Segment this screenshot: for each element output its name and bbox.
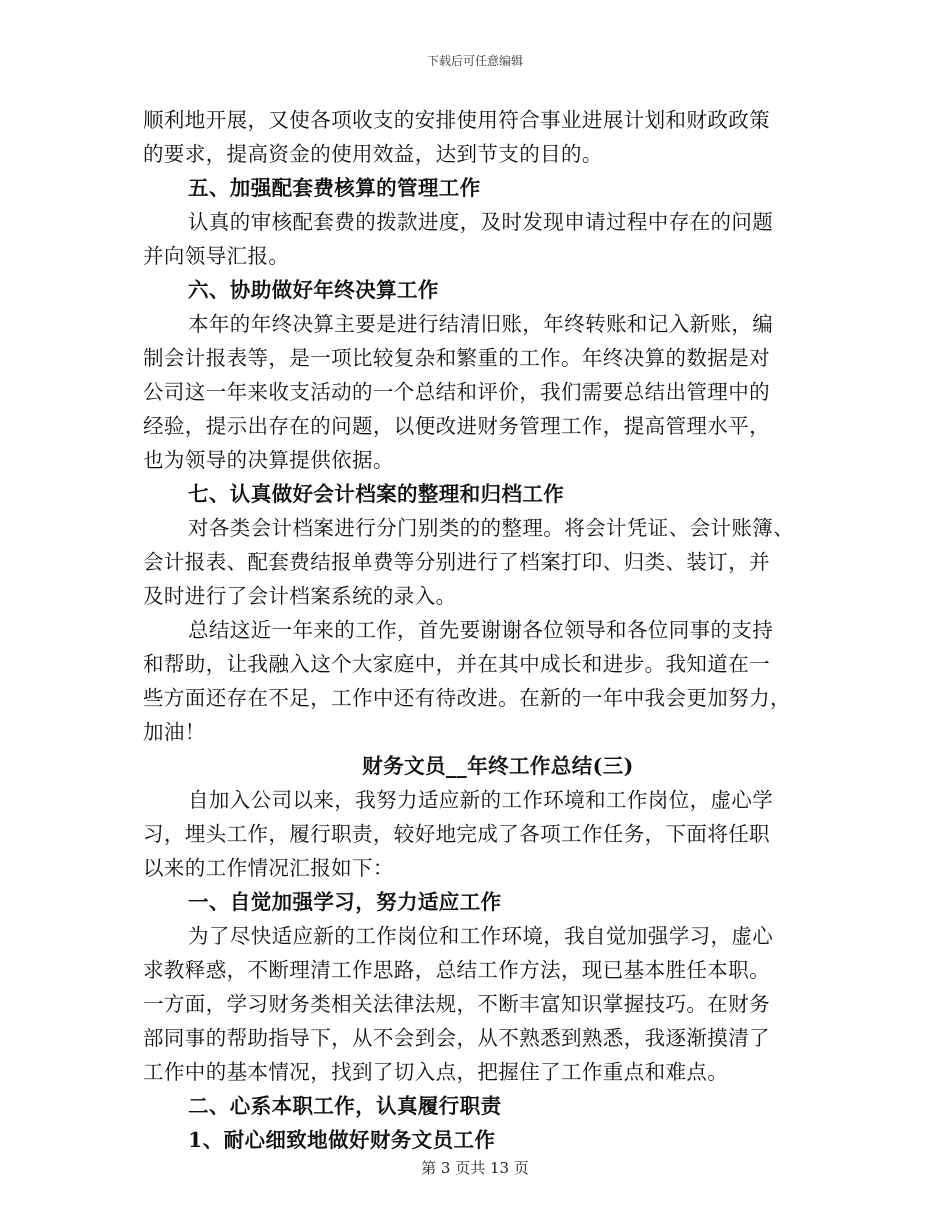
paragraph-line: 工作中的基本情况，找到了切入点，把握住了工作重点和难点。 [143,1060,729,1084]
section-heading: 1、耐心细致地做好财务文员工作 [188,1128,496,1152]
paragraph-line: 经验，提示出存在的问题，以便改进财务管理工作，提高管理水平， [143,414,770,438]
section-heading: 六、协助做好年终决算工作 [188,278,439,302]
paragraph-line: 顺利地开展，又使各项收支的安排使用符合事业进展计划和财政政策 [143,108,770,132]
paragraph-line: 公司这一年来收支活动的一个总结和评价，我们需要总结出管理中的 [143,380,770,404]
paragraph-line: 以来的工作情况汇报如下： [143,856,394,880]
paragraph-line: 部同事的帮助指导下，从不会到会，从不熟悉到熟悉，我逐渐摸清了 [143,1026,770,1050]
section-heading: 五、加强配套费核算的管理工作 [188,176,481,200]
paragraph-line: 习，埋头工作，履行职责，较好地完成了各项工作任务，下面将任职 [143,822,770,846]
section-heading: 七、认真做好会计档案的整理和归档工作 [188,482,565,506]
paragraph-line: 自加入公司以来，我努力适应新的工作环境和工作岗位，虚心学 [188,788,774,812]
document-body [143,103,808,1157]
paragraph-line: 并向领导汇报。 [143,244,290,268]
paragraph-line: 总结这近一年来的工作，首先要谢谢各位领导和各位同事的支持 [188,618,774,642]
paragraph-line: 会计报表、配套费结报单费等分别进行了档案打印、归类、装订，并 [143,550,770,574]
paragraph-line: 为了尽快适应新的工作岗位和工作环境，我自觉加强学习，虚心 [188,924,774,948]
document-title: 财务文员__年终工作总结(三) [362,754,634,778]
paragraph-line: 一方面，学习财务类相关法律法规，不断丰富知识掌握技巧。在财务 [143,992,770,1016]
section-heading: 一、自觉加强学习，努力适应工作 [188,890,502,914]
paragraph-line: 和帮助，让我融入这个大家庭中，并在其中成长和进步。我知道在一 [143,652,770,676]
page-header: 下载后可任意编辑 [426,54,523,68]
paragraph-line: 加油！ [143,720,206,744]
paragraph-line: 些方面还存在不足，工作中还有待改进。在新的一年中我会更加努力， [143,686,791,710]
paragraph-line: 也为领导的决算提供依据。 [143,448,394,472]
paragraph-line: 的要求，提高资金的使用效益，达到节支的目的。 [143,142,603,166]
section-heading: 二、心系本职工作，认真履行职责 [188,1094,502,1118]
page-footer: 第 3 页共 13 页 [421,1159,529,1177]
paragraph-line: 对各类会计档案进行分门别类的的整理。将会计凭证、会计账簿、 [188,516,795,540]
paragraph-line: 制会计报表等，是一项比较复杂和繁重的工作。年终决算的数据是对 [143,346,770,370]
paragraph-line: 及时进行了会计档案系统的录入。 [143,584,457,608]
paragraph-line: 认真的审核配套费的拨款进度，及时发现申请过程中存在的问题 [188,210,774,234]
paragraph-line: 本年的年终决算主要是进行结清旧账，年终转账和记入新账，编 [188,312,774,336]
paragraph-line: 求教释惑，不断理清工作思路，总结工作方法，现已基本胜任本职。 [143,958,770,982]
